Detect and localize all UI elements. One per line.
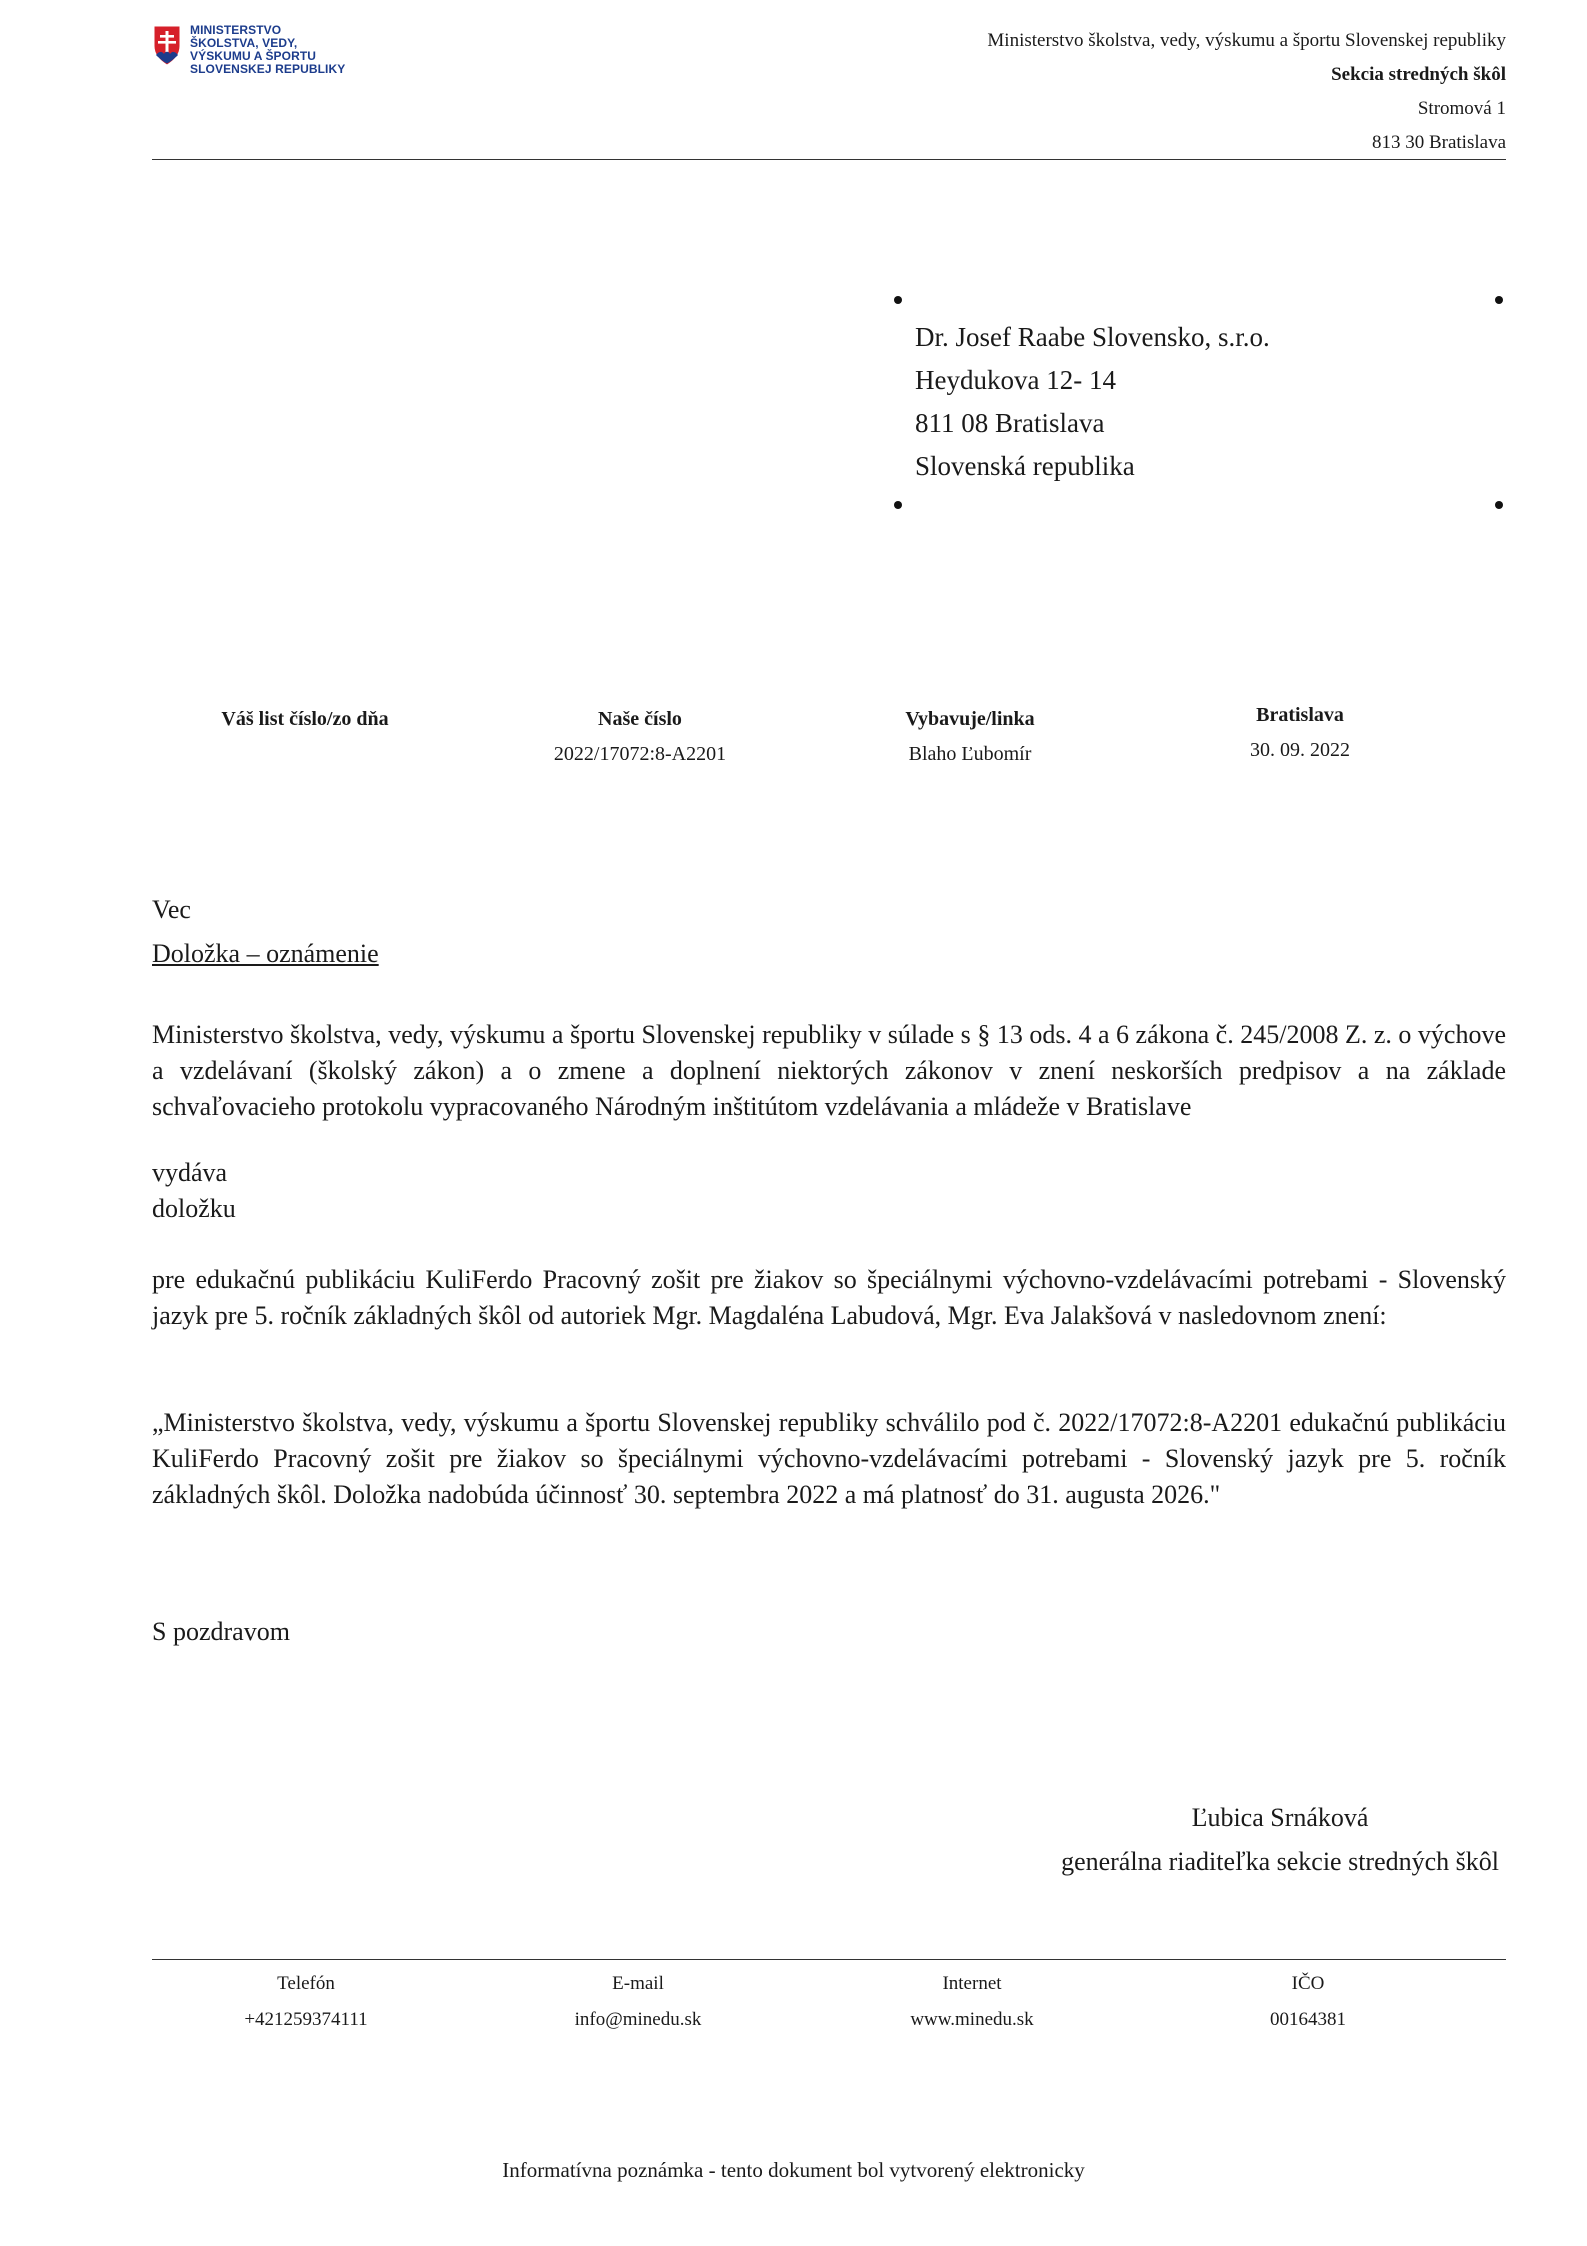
recipient-country: Slovenská republika	[915, 451, 1135, 481]
signer-title: generálna riaditeľka sekcie stredných škôl	[1061, 1847, 1499, 1876]
ref-our-number-value: 2022/17072:8-A2201	[553, 743, 727, 765]
greeting: S pozdravom	[152, 1617, 290, 1646]
logo-line-1: MINISTERSTVO	[190, 23, 282, 37]
recipient-city: 811 08 Bratislava	[915, 408, 1105, 438]
sender-street: Stromová 1	[1417, 98, 1506, 119]
ref-our-number-label: Naše číslo	[598, 708, 682, 730]
logo-line-3: VÝSKUMU A ŠPORTU	[190, 49, 317, 63]
ref-place-label: Bratislava	[1256, 704, 1344, 726]
ref-place-date	[1190, 704, 1410, 762]
ref-handled-by	[860, 708, 1080, 766]
paragraph-legal-basis: Ministerstvo školstva, vedy, výskumu a športu Slovenskej republiky v súlade s § 13 ods. 4 a 6 zákona č. 245/2008 Z. z. o výchove a vzdelávaní (školský zákon) a o zmene a doplnení niektorých zákonov v znení neskorších predpisov a na základe schvaľovacieho protokolu vypracovaného Národným inštitútom vzdelávania a mládeže v Bratislave	[152, 1020, 1506, 1121]
issues-line: vydáva	[152, 1158, 228, 1187]
sender-ministry: Ministerstvo školstva, vedy, výskumu a športu Slovenskej republiky	[987, 30, 1506, 51]
address-corner-marker-bottom-right	[1495, 501, 1503, 509]
footer-email-label: E-mail	[612, 1973, 664, 1994]
header-divider	[152, 159, 1506, 160]
address-corner-marker-bottom-left	[894, 501, 902, 509]
logo-wordmark	[190, 24, 345, 76]
ref-our-number	[510, 708, 770, 766]
ref-your-letter	[180, 708, 430, 731]
ministry-logo	[152, 24, 372, 88]
recipient-street: Heydukova 12- 14	[915, 365, 1116, 395]
subject-title-wrap	[152, 936, 1506, 972]
footer-phone-label: Telefón	[277, 1973, 335, 1994]
address-corner-marker-top-left	[894, 296, 902, 304]
recipient-name: Dr. Josef Raabe Slovensko, s.r.o.	[915, 322, 1270, 352]
footer-phone-value: +421259374111	[244, 2009, 368, 2030]
ref-handled-by-value: Blaho Ľubomír	[908, 743, 1032, 765]
logo-line-2: ŠKOLSTVA, VEDY,	[190, 36, 298, 50]
footer-ico	[1198, 1973, 1418, 2031]
paragraph-approval-quote: „Ministerstvo školstva, vedy, výskumu a športu Slovenskej republiky schválilo pod č. 2022/17072:8-A2201 edukačnú publikáciu KuliFerdo Pracovný zošit pre žiakov so špeciálnymi výchovno-vzdelávacími potrebami - Slovenský jazyk pre 5. ročník základných škôl. Doložka nadobúda účinnosť 30. septembra 2022 a má platnosť do 31. augusta 2026."	[152, 1408, 1506, 1509]
subject-title: Doložka – oznámenie	[152, 939, 379, 968]
footer-web-value: www.minedu.sk	[910, 2009, 1034, 2030]
footer-note: Informatívna poznámka - tento dokument bol vytvorený elektronicky	[502, 2158, 1085, 2182]
footer-email	[528, 1973, 748, 2031]
footer-web-label: Internet	[942, 1973, 1002, 1994]
slovak-coat-of-arms-icon	[152, 24, 182, 66]
footer-phone	[196, 1973, 416, 2031]
footer-web	[862, 1973, 1082, 2031]
sender-section: Sekcia stredných škôl	[1331, 64, 1506, 85]
signature-block	[1061, 1796, 1499, 1884]
footer-email-value: info@minedu.sk	[574, 2009, 702, 2030]
signer-name: Ľubica Srnáková	[1191, 1803, 1369, 1832]
ref-handled-by-label: Vybavuje/linka	[905, 708, 1035, 730]
logo-line-4: SLOVENSKEJ REPUBLIKY	[190, 62, 346, 76]
address-corner-marker-top-right	[1495, 296, 1503, 304]
footer-divider	[152, 1959, 1506, 1960]
subject-label: Vec	[152, 895, 191, 924]
footer-ico-label: IČO	[1291, 1973, 1325, 1994]
sender-city: 813 30 Bratislava	[1371, 132, 1506, 153]
paragraph-publication: pre edukačnú publikáciu KuliFerdo Pracovný zošit pre žiakov so špeciálnymi výchovno-vzdelávacími potrebami - Slovenský jazyk pre 5. ročník základných škôl od autoriek Mgr. Magdaléna Labudová, Mgr. Eva Jalakšová v nasledovnom znení:	[152, 1265, 1506, 1330]
footer-ico-value: 00164381	[1270, 2009, 1346, 2030]
clause-line: doložku	[152, 1194, 236, 1223]
ref-your-letter-label: Váš list číslo/zo dňa	[221, 708, 389, 730]
ref-date-value: 30. 09. 2022	[1250, 739, 1350, 761]
